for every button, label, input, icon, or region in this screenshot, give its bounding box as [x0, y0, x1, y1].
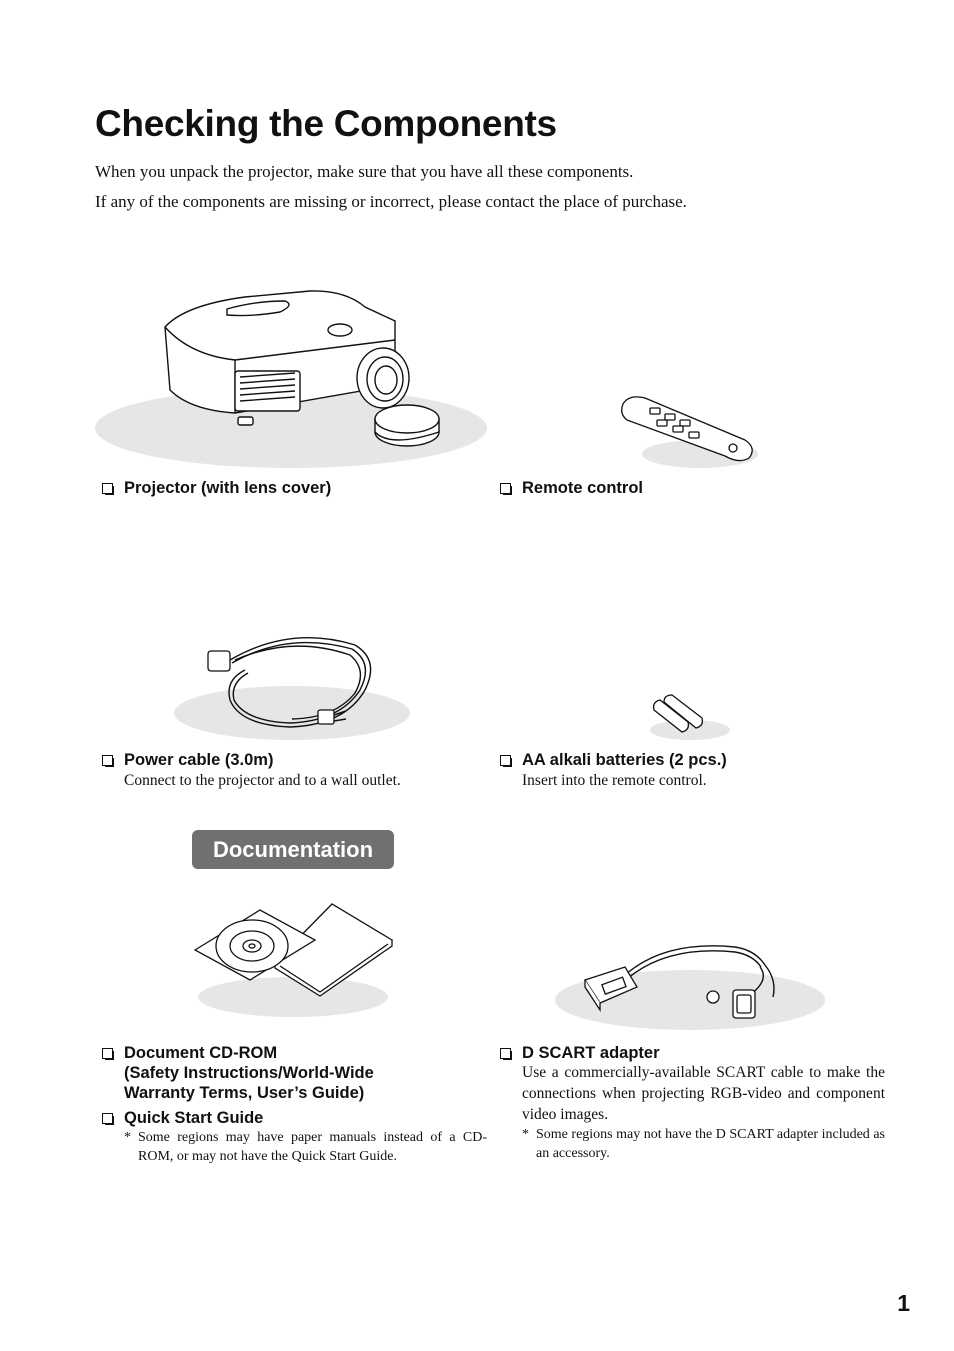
footnote-marker: *	[522, 1127, 529, 1142]
page-title: Checking the Components	[95, 103, 557, 144]
checkbox-icon	[500, 755, 511, 766]
power-cable-description: Connect to the projector and to a wall outlet.	[124, 772, 401, 789]
checkbox-icon	[102, 1113, 113, 1124]
quick-start-note: Some regions may have paper manuals instead of a CD-ROM, or may not have the Quick Start Guide.	[138, 1130, 487, 1164]
checkbox-icon	[500, 1048, 511, 1059]
cdrom-label-line1: Document CD-ROM	[124, 1044, 278, 1062]
power-cable-label: Power cable (3.0m)	[124, 751, 274, 769]
remote-control-label: Remote control	[522, 479, 644, 497]
cdrom-label-line3: Warranty Terms, User’s Guide)	[124, 1084, 365, 1102]
scart-note: Some regions may not have the D SCART adapter included as an accessory.	[536, 1127, 885, 1161]
checkbox-icon	[102, 483, 113, 494]
remote-control-illustration	[615, 392, 765, 472]
documentation-badge: Documentation	[192, 830, 394, 869]
scart-adapter-illustration	[555, 935, 830, 1035]
checkbox-icon	[102, 1048, 113, 1059]
batteries-illustration	[640, 690, 735, 745]
intro-line-1: When you unpack the projector, make sure that you have all these components.	[95, 162, 634, 181]
scart-description: Use a commercially-available SCART cable to make the connections when projecting RGB-video and component video images.	[522, 1064, 885, 1123]
scart-label: D SCART adapter	[522, 1044, 660, 1062]
batteries-label: AA alkali batteries (2 pcs.)	[522, 751, 727, 769]
cdrom-label-line2: (Safety Instructions/World-Wide	[124, 1064, 374, 1082]
power-cable-illustration	[170, 615, 415, 745]
cdrom-manual-illustration	[190, 900, 420, 1020]
projector-label: Projector (with lens cover)	[124, 479, 332, 497]
projector-illustration	[95, 285, 490, 475]
checkbox-icon	[102, 755, 113, 766]
footnote-marker: *	[124, 1130, 131, 1145]
quick-start-label: Quick Start Guide	[124, 1109, 264, 1127]
intro-line-2: If any of the components are missing or incorrect, please contact the place of purchase.	[95, 192, 687, 211]
checkbox-icon	[500, 483, 511, 494]
page-number: 1	[897, 1290, 910, 1316]
batteries-description: Insert into the remote control.	[522, 772, 707, 789]
